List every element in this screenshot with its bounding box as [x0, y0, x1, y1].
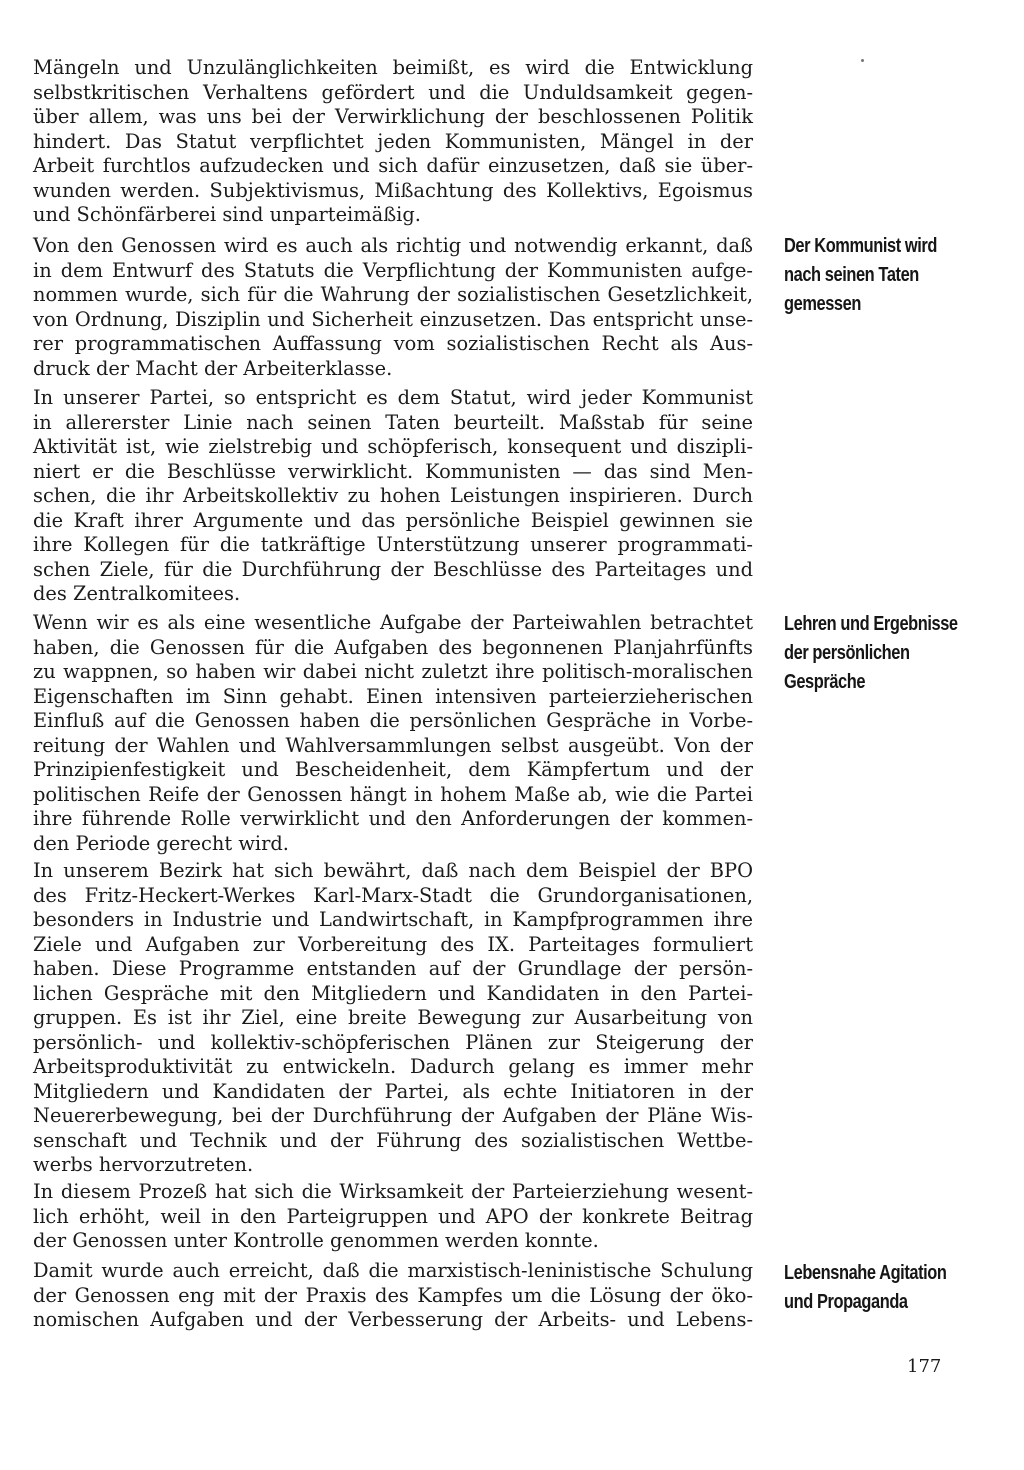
text-line: Neuererbewegung, bei der Durchführung der Aufgaben der Pläne Wis- [33, 1104, 753, 1127]
margin-note-line: Der Kommunist wird [784, 235, 937, 257]
text-line: politischen Reife der Genossen hängt in hohem Maße ab, wie die Partei [33, 782, 753, 806]
margin-note-line: Lebensnahe Agitation [784, 1262, 947, 1284]
text-line: In unserem Bezirk hat sich bewährt, daß nach dem Beispiel der BPO [33, 859, 753, 882]
text-line: niert er die Beschlüsse verwirklicht. Kommunisten — das sind Men- [33, 459, 753, 483]
margin-note-1 [784, 232, 956, 319]
paragraph-1 [33, 56, 753, 228]
text-line: und Schönfärberei sind unparteimäßig. [33, 203, 421, 226]
margin-note-3 [784, 1259, 956, 1317]
text-line: des Fritz-Heckert-Werkes Karl-Marx-Stadt die Grundorganisationen, [33, 883, 753, 907]
text-line: Von den Genossen wird es auch als richtig und notwendig erkannt, daß [33, 234, 753, 257]
text-line: besonders in Industrie und Landwirtschaft, in Kampfprogrammen ihre [33, 908, 753, 931]
text-line: den Periode gerecht wird. [33, 831, 289, 855]
text-line: haben, die Genossen für die Aufgaben des begonnenen Planjahrfünfts [33, 635, 753, 659]
page-number: 177 [907, 1356, 942, 1377]
margin-note-line: gemessen [784, 293, 861, 315]
text-line: zu wappnen, so haben wir dabei nicht zuletzt ihre politisch-moralischen [33, 660, 753, 683]
text-line: wunden werden. Subjektivismus, Mißachtung des Kollektivs, Egoismus [33, 178, 753, 202]
text-line: Mitgliedern und Kandidaten der Partei, als echte Initiatoren in der [33, 1079, 753, 1103]
text-line: persönlich- und kollektiv-schöpferischen Plänen zur Steigerung der [33, 1030, 753, 1054]
text-line: der Genossen unter Kontrolle genommen werden konnte. [33, 1229, 599, 1252]
paragraph-2 [33, 234, 753, 381]
text-line: Eigenschaften im Sinn gehabt. Einen intensiven parteierzieherischen [33, 684, 753, 708]
text-line: Prinzipienfestigkeit und Bescheidenheit, dem Kämpfertum und der [33, 758, 753, 781]
scan-speck [861, 59, 864, 62]
text-line: die Kraft ihrer Argumente und das persönliche Beispiel gewinnen sie [33, 508, 753, 532]
text-line: haben. Diese Programme entstanden auf der Grundlage der persön- [33, 957, 753, 980]
paragraph-7 [33, 1259, 753, 1333]
text-line: Einfluß auf die Genossen haben die persönlichen Gespräche in Vorbe- [33, 709, 753, 732]
text-line: Arbeit furchtlos aufzudecken und sich dafür einzusetzen, daß sie über- [33, 154, 753, 177]
margin-note-line: der persönlichen [784, 642, 910, 664]
text-line: rer programmatischen Auffassung vom sozialistischen Recht als Aus- [33, 332, 753, 355]
margin-note-line: Gespräche [784, 671, 866, 693]
text-line: schen, die ihr Arbeitskollektiv zu hohen Leistungen inspirieren. Durch [33, 484, 753, 507]
paragraph-5 [33, 859, 753, 1178]
text-line: des Zentralkomitees. [33, 582, 241, 605]
text-line: nomischen Aufgaben und der Verbesserung der Arbeits- und Lebens- [33, 1308, 753, 1331]
text-line: senschaft und Technik und der Führung des sozialistischen Wettbe- [33, 1128, 753, 1152]
text-line: reitung der Wahlen und Wahlversammlungen selbst ausgeübt. Von der [33, 733, 753, 757]
margin-note-2 [784, 610, 956, 697]
text-line: ihre Kollegen für die tatkräftige Unterstützung unserer programmati- [33, 533, 753, 556]
text-line: Arbeitsproduktivität zu entwickeln. Dadurch gelang es immer mehr [33, 1055, 753, 1078]
paragraph-3 [33, 386, 753, 607]
text-line: nommen wurde, sich für die Wahrung der sozialistischen Gesetzlichkeit, [33, 283, 753, 306]
text-line: ihre führende Rolle verwirklicht und den Anforderungen der kommen- [33, 807, 753, 830]
text-line: schen Ziele, für die Durchführung der Beschlüsse des Parteitages und [33, 557, 753, 581]
text-line: hindert. Das Statut verpflichtet jeden Kommunisten, Mängel in der [33, 129, 753, 153]
text-line: Wenn wir es als eine wesentliche Aufgabe der Parteiwahlen betrachtet [33, 611, 753, 634]
text-line: In unserer Partei, so entspricht es dem Statut, wird jeder Kommunist [33, 386, 753, 409]
margin-note-line: und Propaganda [784, 1291, 908, 1313]
paragraph-4 [33, 611, 753, 856]
text-line: lich erhöht, weil in den Parteigruppen und APO der konkrete Beitrag [33, 1204, 753, 1228]
text-line: über allem, was uns bei der Verwirklichung der beschlossenen Politik [33, 105, 753, 128]
margin-note-line: Lehren und Ergebnisse [784, 613, 958, 635]
text-line: in allererster Linie nach seinen Taten beurteilt. Maßstab für seine [33, 410, 753, 434]
text-line: Mängeln und Unzulänglichkeiten beimißt, es wird die Entwicklung [33, 56, 753, 79]
text-line: In diesem Prozeß hat sich die Wirksamkeit der Parteierziehung wesent- [33, 1180, 753, 1203]
text-line: von Ordnung, Disziplin und Sicherheit einzusetzen. Das entspricht unse- [33, 307, 753, 331]
paragraph-6 [33, 1180, 753, 1254]
text-line: Aktivität ist, wie zielstrebig und schöpferisch, konsequent und diszipli- [33, 435, 753, 458]
text-line: lichen Gespräche mit den Mitgliedern und Kandidaten in den Partei- [33, 981, 753, 1005]
text-line: selbstkritischen Verhaltens gefördert und die Unduldsamkeit gegen- [33, 80, 753, 104]
text-line: werbs hervorzutreten. [33, 1153, 254, 1176]
margin-note-line: nach seinen Taten [784, 264, 919, 286]
text-line: druck der Macht der Arbeiterklasse. [33, 356, 393, 380]
text-line: der Genossen eng mit der Praxis des Kampfes um die Lösung der öko- [33, 1283, 753, 1307]
text-line: gruppen. Es ist ihr Ziel, eine breite Bewegung zur Ausarbeitung von [33, 1006, 753, 1029]
text-line: in dem Entwurf des Statuts die Verpflichtung der Kommunisten aufge- [33, 258, 753, 282]
text-line: Damit wurde auch erreicht, daß die marxistisch-leninistische Schulung [33, 1259, 753, 1282]
text-line: Ziele und Aufgaben zur Vorbereitung des IX. Parteitages formuliert [33, 932, 753, 956]
